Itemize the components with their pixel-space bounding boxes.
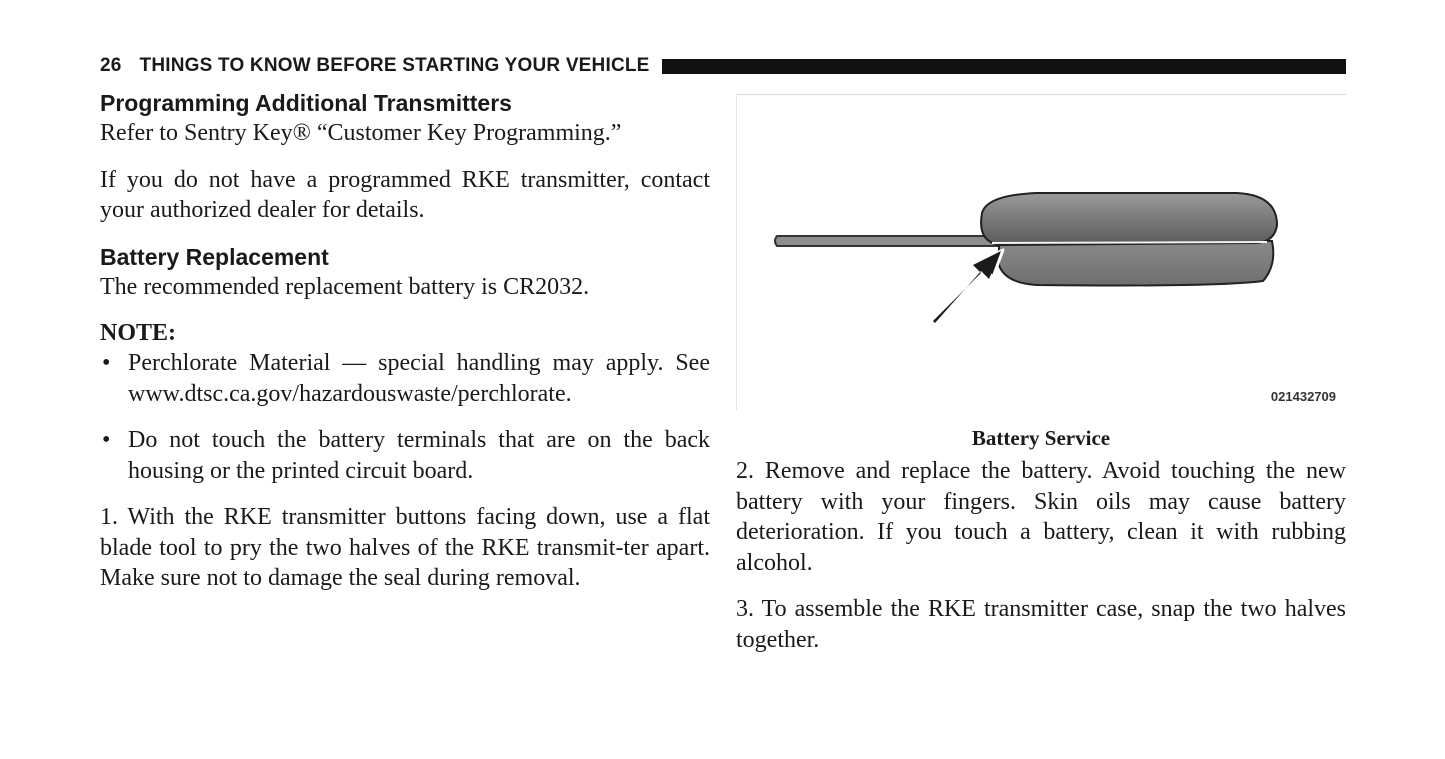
fob-top-half (981, 193, 1277, 245)
section-heading-programming: Programming Additional Transmitters (100, 90, 512, 116)
page-number: 26 (100, 55, 122, 76)
chapter-title: THINGS TO KNOW BEFORE STARTING YOUR VEHICLE (139, 55, 650, 76)
arrow-icon (933, 250, 1003, 323)
note-item-perchlorate: • Perchlorate Material — special handling may apply. See www.dtsc.ca.gov/hazardouswaste/perchlorate. (100, 348, 710, 409)
note-label: NOTE: (100, 320, 177, 346)
paragraph-contact-dealer: If you do not have a programmed RKE transmitter, contact your authorized dealer for details. (100, 166, 710, 223)
step-3-paragraph: 3. To assemble the RKE transmitter case, snap the two halves together. (736, 596, 1346, 653)
figure-code: 021432709 (1270, 389, 1336, 404)
key-blade (775, 236, 1005, 246)
left-column (100, 88, 710, 594)
figure-caption: Battery Service (971, 426, 1111, 450)
note-list (100, 348, 710, 486)
section-heading-battery: Battery Replacement (100, 243, 329, 270)
note-item-terminals: • Do not touch the battery terminals that are on the back housing or the printed circuit board. (100, 425, 710, 486)
step-2-paragraph: 2. Remove and replace the battery. Avoid touching the new battery with your fingers. Skin oils may cause battery deterioration. If you touch a battery, clean it with rubbing alcohol. (736, 458, 1346, 576)
right-column (736, 456, 1346, 655)
battery-service-figure (736, 94, 1346, 410)
header-rule (662, 59, 1346, 74)
key-fob-illustration (737, 95, 1347, 411)
page-header (100, 54, 1346, 78)
paragraph-battery-type: The recommended replacement battery is CR2032. (100, 273, 590, 300)
paragraph-sentry-key: Refer to Sentry Key® “Customer Key Programming.” (100, 120, 622, 146)
fob-bottom-half (999, 241, 1273, 286)
step-1-paragraph: 1. With the RKE transmitter buttons facing down, use a flat blade tool to pry the two halves of the RKE transmit-ter apart. Make sure not to damage the seal during removal. (100, 504, 710, 591)
fob-seam (992, 242, 1267, 243)
